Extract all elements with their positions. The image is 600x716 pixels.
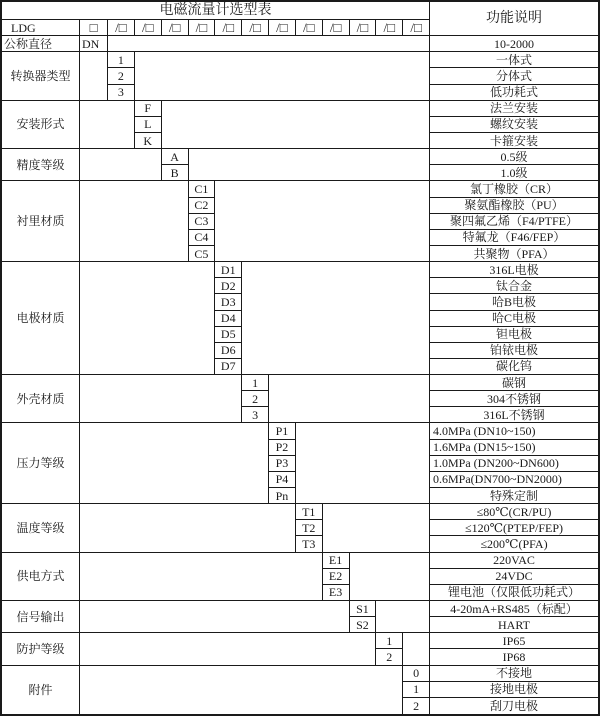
section-label: 衬里材质	[2, 181, 80, 262]
option-description: 4-20mA+RS485（标配）	[430, 601, 598, 617]
model-code-box: /□	[189, 20, 216, 36]
empty-cell	[242, 262, 430, 375]
empty-cell	[269, 375, 430, 423]
empty-cell	[80, 633, 376, 665]
option-code: E2	[323, 569, 350, 585]
option-code: L	[135, 117, 162, 133]
option-code: 3	[242, 407, 269, 423]
empty-cell	[80, 423, 269, 504]
option-description: 低功耗式	[430, 85, 598, 101]
option-code: C3	[189, 214, 216, 230]
option-description: 4.0MPa (DN10~150)	[430, 423, 598, 439]
option-description: 法兰安装	[430, 101, 598, 117]
option-code: D4	[215, 311, 242, 327]
option-code: D2	[215, 278, 242, 294]
empty-cell	[80, 375, 242, 423]
option-code: C1	[189, 181, 216, 197]
option-description: IP65	[430, 633, 598, 649]
model-code-box: /□	[323, 20, 350, 36]
option-code: 2	[403, 698, 430, 714]
option-code: P1	[269, 423, 296, 439]
option-code: E3	[323, 585, 350, 601]
model-code-box: □	[80, 20, 108, 36]
option-code: S2	[350, 617, 377, 633]
option-code: P2	[269, 440, 296, 456]
empty-cell	[376, 601, 430, 633]
empty-cell	[80, 149, 162, 181]
option-description: ≤80℃(CR/PU)	[430, 504, 598, 520]
option-code: 1	[376, 633, 403, 649]
empty-cell	[162, 101, 430, 149]
option-description: 分体式	[430, 68, 598, 84]
empty-cell	[80, 553, 323, 601]
option-description: 特殊定制	[430, 488, 598, 504]
option-description: 卡箍安装	[430, 133, 598, 149]
empty-cell	[350, 553, 431, 601]
option-code: C4	[189, 230, 216, 246]
section-label: 供电方式	[2, 553, 80, 601]
option-description: 1.0级	[430, 165, 598, 181]
model-code-box: /□	[376, 20, 403, 36]
option-description: 锂电池（仅限低功耗式）	[430, 585, 598, 601]
model-code-box: /□	[162, 20, 189, 36]
option-code: 3	[108, 85, 135, 101]
option-code: 2	[108, 68, 135, 84]
option-description: 钛合金	[430, 278, 598, 294]
section-label: 公称直径	[2, 36, 80, 52]
section-label: 外壳材质	[2, 375, 80, 423]
model-code-box: /□	[108, 20, 135, 36]
option-code: D3	[215, 294, 242, 310]
empty-cell	[189, 149, 431, 181]
option-description: 0.6MPa(DN700~DN2000)	[430, 472, 598, 488]
option-code: A	[162, 149, 189, 165]
empty-cell	[108, 36, 430, 52]
option-description: 螺纹安装	[430, 117, 598, 133]
empty-cell	[80, 262, 215, 375]
table-title: 电磁流量计选型表	[2, 2, 430, 20]
option-code: S1	[350, 601, 377, 617]
option-description: HART	[430, 617, 598, 633]
option-description: 共聚物（PFA）	[430, 246, 598, 262]
option-description: ≤120℃(PTEP/FEP)	[430, 520, 598, 536]
option-code: Pn	[269, 488, 296, 504]
option-code: P4	[269, 472, 296, 488]
option-code: 1	[108, 52, 135, 68]
section-label: 精度等级	[2, 149, 80, 181]
option-code: D5	[215, 327, 242, 343]
section-label: 信号输出	[2, 601, 80, 633]
model-code-box: /□	[403, 20, 430, 36]
option-description: 聚四氟乙烯（F4/PTFE）	[430, 214, 598, 230]
option-description: 特氟龙（F46/FEP）	[430, 230, 598, 246]
model-code-box: /□	[135, 20, 162, 36]
option-code: T1	[296, 504, 323, 520]
option-description: 哈C电极	[430, 311, 598, 327]
option-description: 316L电极	[430, 262, 598, 278]
option-description: 碳化钨	[430, 359, 598, 375]
option-description: 氯丁橡胶（CR）	[430, 181, 598, 197]
function-description-header: 功能说明	[430, 2, 598, 36]
option-code: K	[135, 133, 162, 149]
option-description: 1.6MPa (DN15~150)	[430, 440, 598, 456]
option-code: 1	[242, 375, 269, 391]
option-description: 304不锈钢	[430, 391, 598, 407]
option-description: ≤200℃(PFA)	[430, 536, 598, 552]
empty-cell	[80, 52, 108, 100]
empty-cell	[80, 601, 350, 633]
option-description: 不接地	[430, 666, 598, 682]
model-code-box: /□	[296, 20, 323, 36]
option-description: 10-2000	[430, 36, 598, 52]
option-description: 聚氨酯橡胶（PU）	[430, 198, 598, 214]
option-description: 1.0MPa (DN200~DN600)	[430, 456, 598, 472]
empty-cell	[296, 423, 430, 504]
empty-cell	[80, 666, 403, 714]
model-prefix: LDG	[2, 20, 80, 36]
option-description: 一体式	[430, 52, 598, 68]
model-code-box: /□	[242, 20, 269, 36]
option-description: 0.5级	[430, 149, 598, 165]
option-code: 1	[403, 682, 430, 698]
option-description: 哈B电极	[430, 294, 598, 310]
empty-cell	[323, 504, 430, 552]
section-label: 电极材质	[2, 262, 80, 375]
empty-cell	[135, 52, 430, 100]
empty-cell	[403, 633, 430, 665]
option-description: 碳钢	[430, 375, 598, 391]
option-description: IP68	[430, 649, 598, 665]
option-code: C2	[189, 198, 216, 214]
option-description: 接地电极	[430, 682, 598, 698]
option-description: 24VDC	[430, 569, 598, 585]
option-description: 刮刀电极	[489, 698, 538, 713]
empty-cell	[80, 504, 296, 552]
option-code: D6	[215, 343, 242, 359]
section-label: 温度等级	[2, 504, 80, 552]
section-label: 防护等级	[2, 633, 80, 665]
section-label: 压力等级	[2, 423, 80, 504]
option-code: 2	[242, 391, 269, 407]
empty-cell	[80, 101, 135, 149]
option-description: 钽电极	[430, 327, 598, 343]
option-code: P3	[269, 456, 296, 472]
option-code: T2	[296, 520, 323, 536]
empty-cell	[215, 181, 430, 262]
option-description: 316L不锈钢	[430, 407, 598, 423]
section-label: 附件	[2, 666, 80, 714]
option-code: C5	[189, 246, 216, 262]
option-code: DN	[80, 36, 108, 52]
option-code: 0	[403, 666, 430, 682]
option-description: 铂铱电极	[430, 343, 598, 359]
option-code: D1	[215, 262, 242, 278]
model-code-box: /□	[215, 20, 242, 36]
section-label: 安装形式	[2, 101, 80, 149]
option-code: E1	[323, 553, 350, 569]
option-code: F	[135, 101, 162, 117]
option-code: D7	[215, 359, 242, 375]
option-code: B	[162, 165, 189, 181]
option-description: 220VAC	[430, 553, 598, 569]
option-code: 2	[376, 649, 403, 665]
empty-cell	[80, 181, 189, 262]
model-code-box: /□	[350, 20, 377, 36]
option-code: T3	[296, 536, 323, 552]
model-code-box: /□	[269, 20, 296, 36]
section-label: 转换器类型	[2, 52, 80, 100]
